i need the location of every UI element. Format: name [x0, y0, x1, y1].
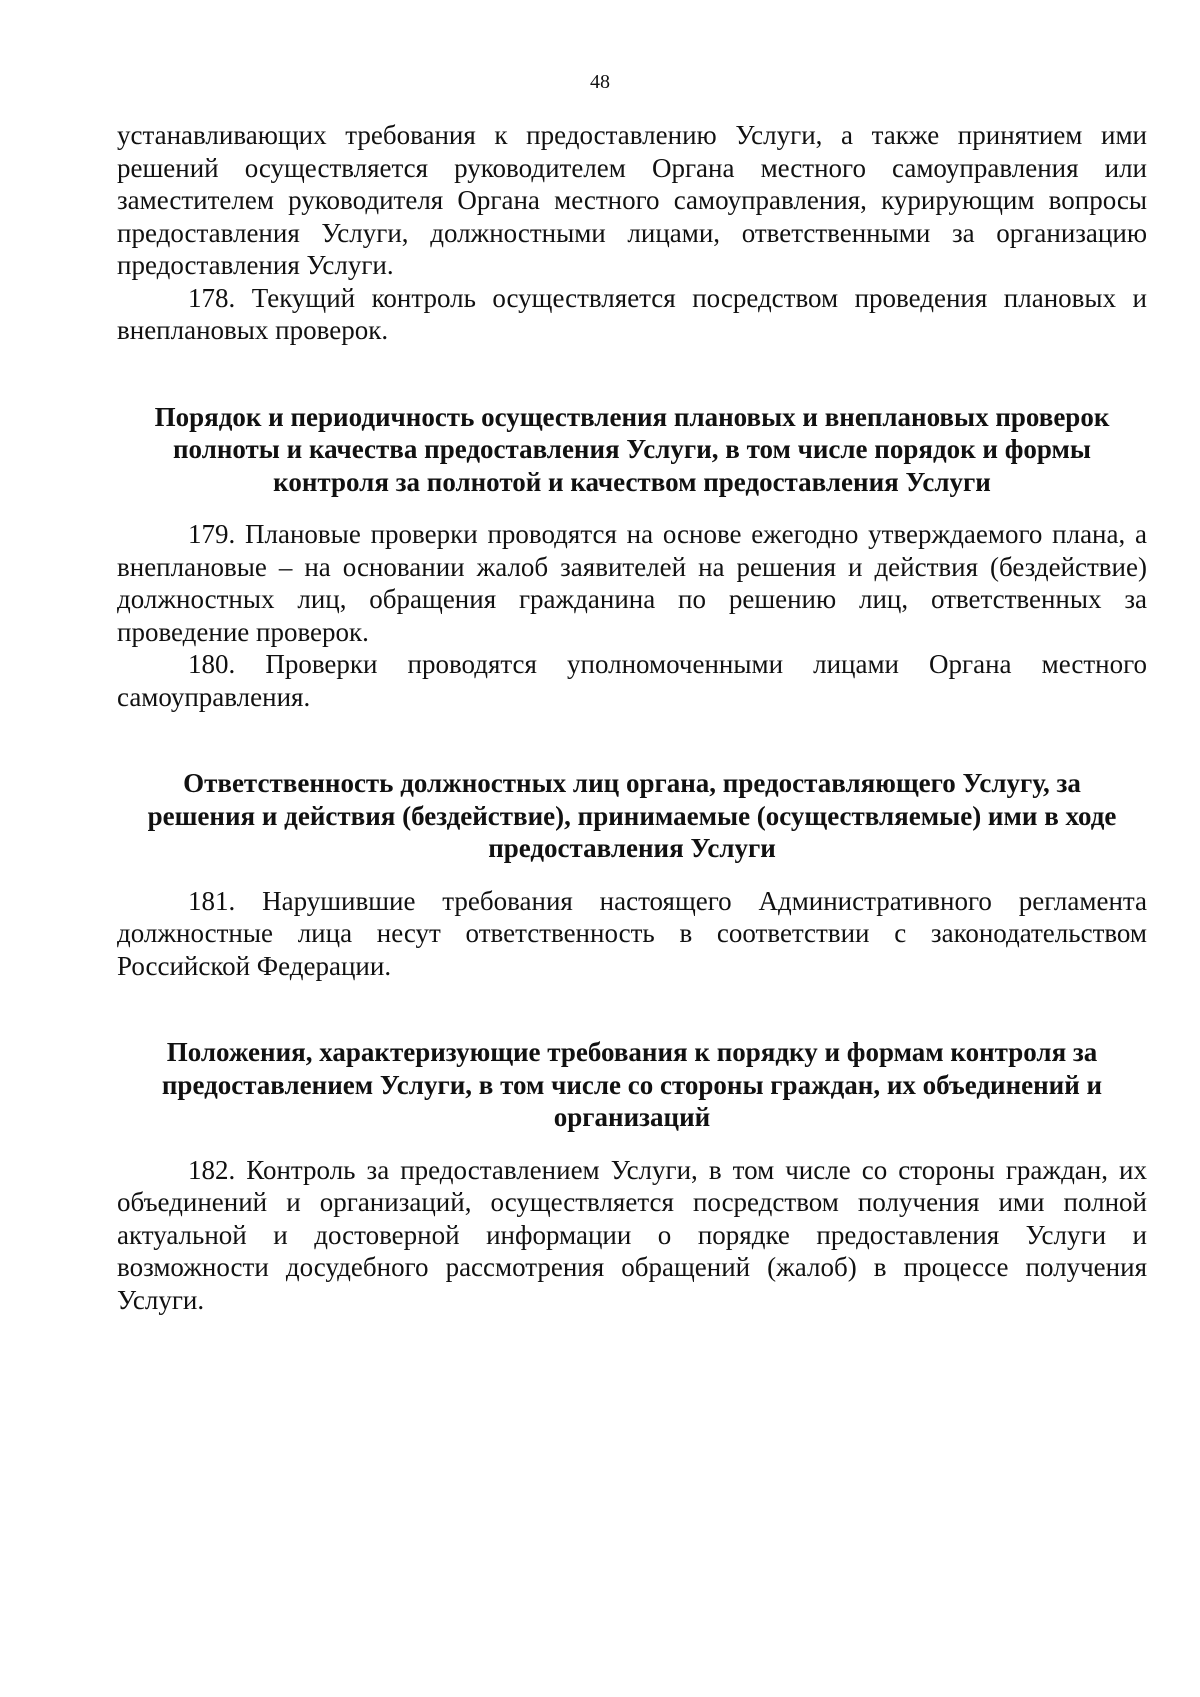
section-heading-inspections: Порядок и периодичность осуществления плановых и внеплановых проверок полноты и качества предоставления Услуги, в том числе порядок и формы контроля за полнотой и качеством предоставления Услуги	[154, 401, 1110, 497]
document-body	[117, 119, 1147, 1316]
heading-spacer	[117, 865, 1147, 885]
paragraph-180: 180. Проверки проводятся уполномоченными лицами Органа местного самоуправления.	[117, 649, 1147, 712]
section-spacer	[117, 713, 1147, 767]
section-spacer	[117, 982, 1147, 1036]
paragraph-182: 182. Контроль за предоставлением Услуги, в том числе со стороны граждан, их объединений и организаций, осуществляется посредством получения ими полной актуальной и достоверной информации о порядке предоставления Услуги и возможности досудебного рассмотрения обращений (жалоб) в процессе получения Услуги.	[117, 1154, 1147, 1315]
paragraph-181: 181. Нарушившие требования настоящего Административного регламента должностные лица несут ответственность в соответствии с законодательством Российской Федерации.	[117, 885, 1147, 981]
paragraph-continuation: устанавливающих требования к предоставлению Услуги, а также принятием ими решений осуществляется руководителем Органа местного самоуправления или заместителем руководителя Органа местного самоуправления, курирующим вопросы предоставления Услуги, должностными лицами, ответственными за организацию предоставления Услуги.	[117, 120, 1147, 280]
section-heading-responsibility: Ответственность должностных лиц органа, предоставляющего Услугу, за решения и действия (бездействие), принимаемые (осуществляемые) ими в ходе предоставления Услуги	[147, 768, 1117, 863]
page-number: 48	[590, 71, 610, 93]
heading-spacer	[117, 1134, 1147, 1154]
section-heading-control-provisions: Положения, характеризующие требования к порядку и формам контроля за предоставлением Услуги, в том числе со стороны граждан, их объединений и организаций	[161, 1037, 1103, 1132]
section-spacer	[117, 347, 1147, 401]
heading-spacer	[117, 498, 1147, 518]
paragraph-178: 178. Текущий контроль осуществляется посредством проведения плановых и внеплановых проверок.	[117, 282, 1147, 345]
paragraph-179: 179. Плановые проверки проводятся на основе ежегодно утверждаемого плана, а внеплановые – на основании жалоб заявителей на решения и действия (бездействие) должностных лиц, обращения гражданина по решению лиц, ответственных за проведение проверок.	[117, 519, 1147, 647]
